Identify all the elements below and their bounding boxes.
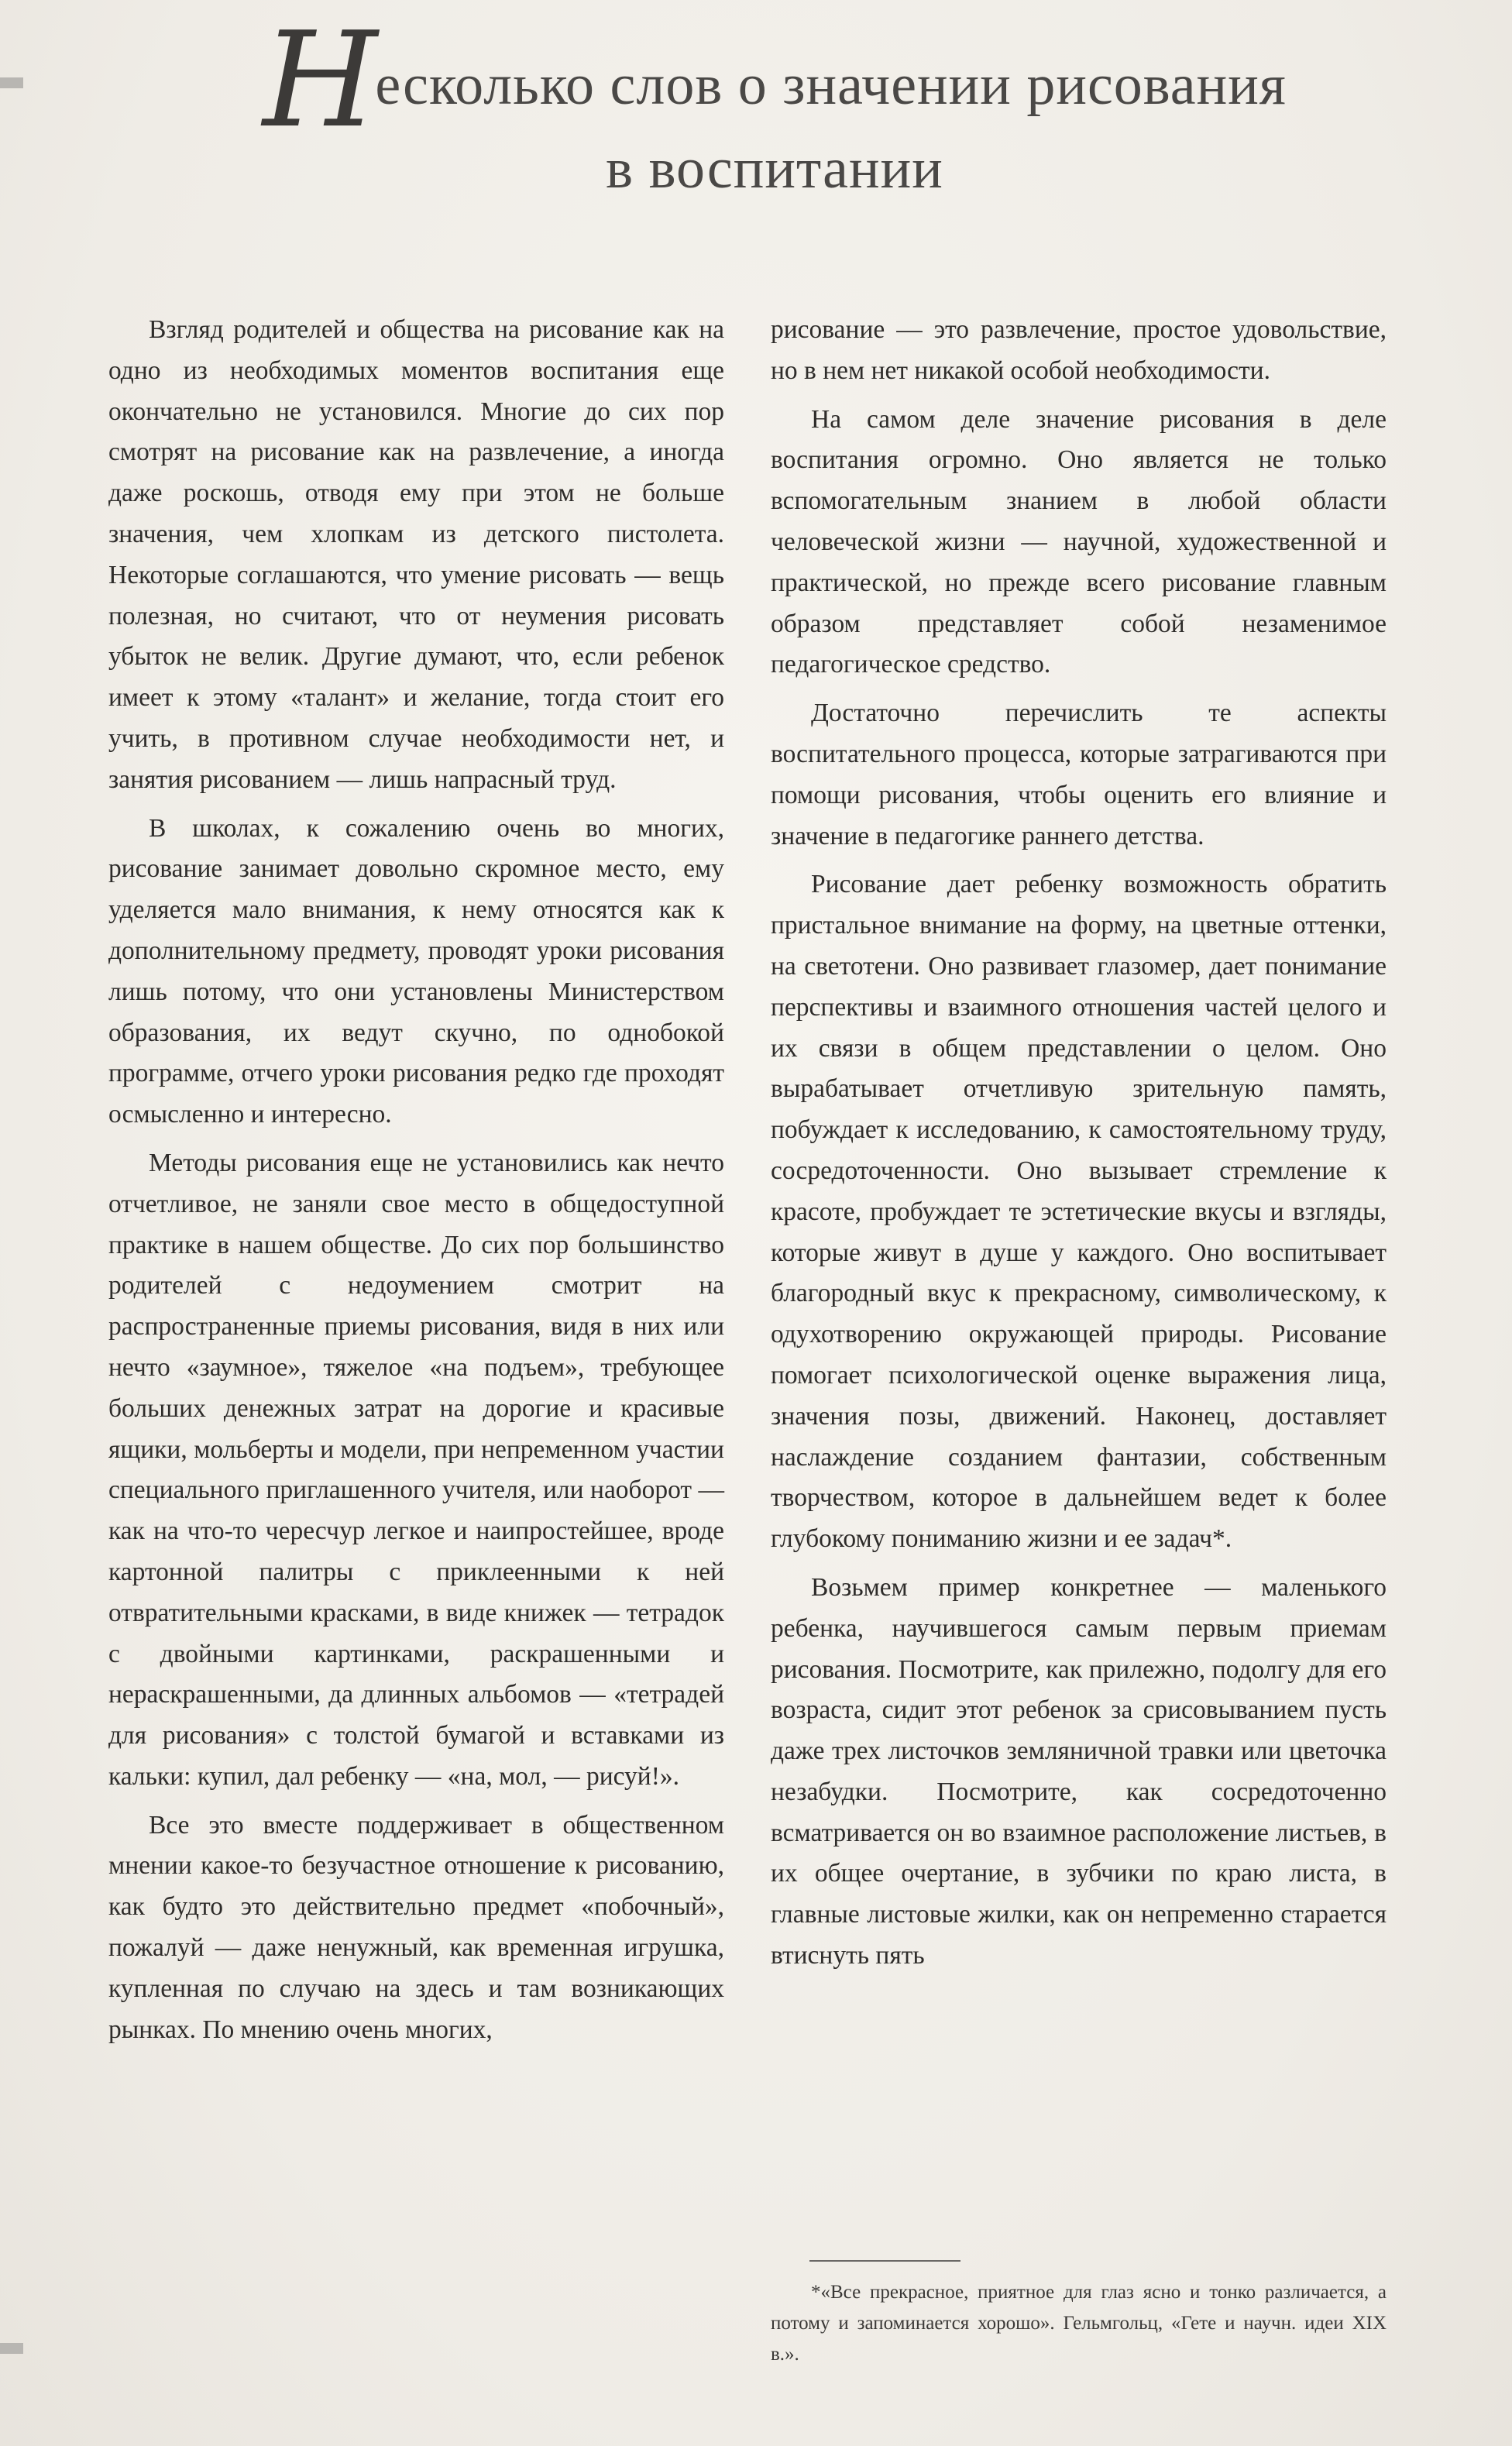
footnote-divider — [809, 2260, 960, 2262]
title-line-2: в воспитании — [606, 137, 943, 201]
page-edge-mark-bottom — [0, 2343, 23, 2354]
paragraph: В школах, к сожалению очень во многих, рисование занимает довольно скромное место, ему уделяется мало внимания, к нему относятся как к дополнительному предмету, проводят уроки рисования лишь потому, что они установлены Министерством образования, их ведут скучно, по однобокой программе, отчего уроки рисования редко где проходят осмысленно и интересно. — [108, 813, 724, 1129]
title-drop-initial: Н — [263, 4, 379, 157]
paragraph: Рисование дает ребенку возможность обратить пристальное внимание на форму, на цветные оттенки, на светотени. Оно развивает глазомер, дает понимание перспективы и взаимного отношения частей целого и их связи в общем представлении о целом. Оно вырабатывает отчетливую зрительную память, побуждает к исследованию, к самостоятельному труду, сосредоточенности. Оно вызывает стремление к красоте, пробуждает те эстетические вкусы и взгляды, которые живут в душе у каждого. Оно воспитывает благородный вкус к прекрасному, символическому, к одухотворению окружающей природы. Рисование помогает психологической оценке выражения лица, значения позы, движений. Наконец, доставляет наслаждение созданием фантазии, собственным творчеством, которое в дальнейшем ведет к более глубокому пониманию жизни и ее задач*. — [771, 870, 1387, 1554]
right-text-column — [771, 310, 1387, 1984]
title-line-1-text: есколько слов о значении рисования — [375, 53, 1287, 117]
title-line-1 — [155, 4, 1394, 157]
paragraph: Достаточно перечислить те аспекты воспитательного процесса, которые затрагиваются при помощи рисования, чтобы оценить его влияние и значение в педагогике раннего детства. — [771, 699, 1387, 850]
paragraph: На самом деле значение рисования в деле воспитания огромно. Оно является не только вспомогательным знанием в любой области человеческой жизни — научной, художественной и практической, но прежде всего рисование главным образом представляет собой незаменимое педагогическое средство. — [771, 404, 1387, 679]
paragraph: Взгляд родителей и общества на рисование как на одно из необходимых моментов воспитания еще окончательно не установился. Многие до сих пор смотрят на рисование как на развлечение, а иногда даже роскошь, отводя ему при этом не больше значения, чем хлопкам из детского пистолета. Некоторые соглашаются, что умение рисовать — вещь полезная, но считают, что от неумения рисовать убыток не велик. Другие думают, что, если ребенок имеет к этому «талант» и желание, тогда стоит его учить, в противном случае необходимости нет, и занятия рисованием — лишь напрасный труд. — [108, 315, 724, 794]
paragraph-continued: рисование — это развлечение, простое удовольствие, но в нем нет никакой особой необходимости. — [771, 315, 1387, 385]
paragraph: Возьмем пример конкретнее — маленького ребенка, научившегося самым первым приемам рисования. Посмотрите, как прилежно, подолгу для его возраста, сидит этот ребенок за срисовыванием пусть даже трех листочков земляничной травки или цветочка незабудки. Посмотрите, как сосредоточенно всматривается он во взаимное расположение листьев, в их общее очертание, в зубчики по краю листа, в главные листовые жилки, как он непременно старается втиснуть пять — [771, 1572, 1387, 1970]
footnote-text: *«Все прекрасное, приятное для глаз ясно и тонко различается, а потому и запоминается хорошо». Гельмгольц, «Гете и научн. идеи XIX в.». — [771, 2282, 1387, 2365]
footnote — [771, 2277, 1387, 2370]
page-edge-mark-top — [0, 77, 23, 88]
page-title — [155, 4, 1394, 208]
paragraph: Все это вместе поддерживает в общественном мнении какое-то безучастное отношение к рисованию, как будто это действительно предмет «побочный», пожалуй — даже ненужный, как временная игрушка, купленная по случаю на здесь и там возникающих рынках. По мнению очень многих, — [108, 1810, 724, 2044]
left-text-column — [108, 310, 724, 2058]
paragraph: Методы рисования еще не установились как нечто отчетливое, не заняли свое место в общедоступной практике в нашем обществе. До сих пор большинство родителей с недоумением смотрит на распространенные приемы рисования, видя в них или нечто «заумное», тяжелое «на подъем», требующее больших денежных затрат на дорогие и красивые ящики, мольберты и модели, при непременном участии специального приглашенного учителя, или наоборот — как на что-то чересчур легкое и наипростейшее, вроде картонной палитры с приклеенными к ней отвратительными красками, в виде книжек — тетрадок с двойными картинками, раскрашенными и нераскрашенными, да длинных альбомов — «тетрадей для рисования» с толстой бумагой и вставками из кальки: купил, дал ребенку — «на, мол, — рисуй!». — [108, 1148, 724, 1791]
